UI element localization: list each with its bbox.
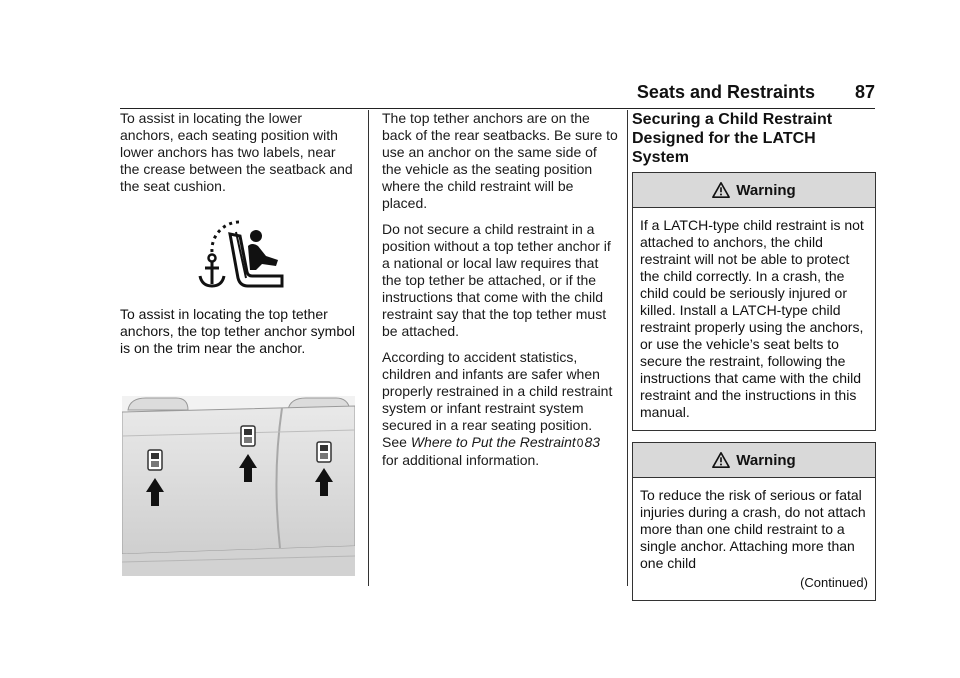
col2-p3-text-end: for additional information. <box>382 452 540 468</box>
section-heading: Securing a Child Restraint Designed for the LATCH System <box>632 111 833 166</box>
child-seat-anchor-icon <box>190 212 290 292</box>
cross-reference-link[interactable]: Where to Put the Restraint <box>410 434 576 450</box>
col2-paragraph-2: Do not secure a child restraint in a position without a top tether anchor if a national or local law requires that the top tether be attached, or if the instructions that come with the child restraint say that the top tether must be attached. <box>382 221 611 339</box>
warning-text: If a LATCH-type child restraint is not attached to anchors, the child restraint will not be able to protect the child correctly. In a crash, the child could be seriously injured or killed. Install a LATCH-type child restraint properly using the anchors, or use the vehicle’s seat belts to secure the restraint, following the instructions that came with the child restraint and the instructions in this manual. <box>640 217 864 420</box>
tether-anchor-label <box>317 442 331 462</box>
col2-paragraph-1: The top tether anchors are on the back of the rear seatbacks. Be sure to use an anchor on the same side of the vehicle as the seating position where the child restraint will be placed. <box>382 110 618 211</box>
page-reference-icon: 0 <box>576 436 584 450</box>
warning-text <box>633 478 875 600</box>
warning-box-2 <box>632 442 876 601</box>
warning-triangle-icon <box>712 181 730 199</box>
warning-title: Warning <box>736 181 796 199</box>
column-1 <box>120 110 358 204</box>
col2-p3-text: According to accident statistics, children and infants are safer when properly restrained in a child restraint system or infant restraint system secured in a rear seating position. See <box>382 349 613 450</box>
column-3 <box>632 110 875 181</box>
page-reference-number[interactable]: 83 <box>584 434 601 450</box>
col2-paragraph-3 <box>382 349 620 469</box>
rear-seatback-anchor-illustration <box>122 396 355 576</box>
warning-triangle-icon <box>712 451 730 469</box>
section-title: Seats and Restraints <box>636 82 815 102</box>
warning-header <box>633 443 875 478</box>
continued-label: (Continued) <box>800 575 868 590</box>
column-divider-1 <box>368 110 369 586</box>
warning-title: Warning <box>736 451 796 469</box>
page-number: 87 <box>854 82 875 102</box>
column-2 <box>382 110 620 478</box>
col1-paragraph-2: To assist in locating the top tether anchors, the top tether anchor symbol is on the trim near the anchor. <box>120 306 356 356</box>
tether-anchor-label <box>241 426 255 446</box>
tether-anchor-label <box>148 450 162 470</box>
warning-header <box>633 173 875 208</box>
warning-text-body: To reduce the risk of serious or fatal injuries during a crash, do not attach more than one child restraint to a single anchor. Attaching more than one child <box>640 487 866 571</box>
col1-paragraph-1: To assist in locating the lower anchors, each seating position with lower anchors has two labels, near the crease between the seatback and the seat cushion. <box>120 110 353 194</box>
column-divider-2 <box>627 110 628 586</box>
warning-box-1 <box>632 172 876 431</box>
page-header <box>120 78 875 109</box>
